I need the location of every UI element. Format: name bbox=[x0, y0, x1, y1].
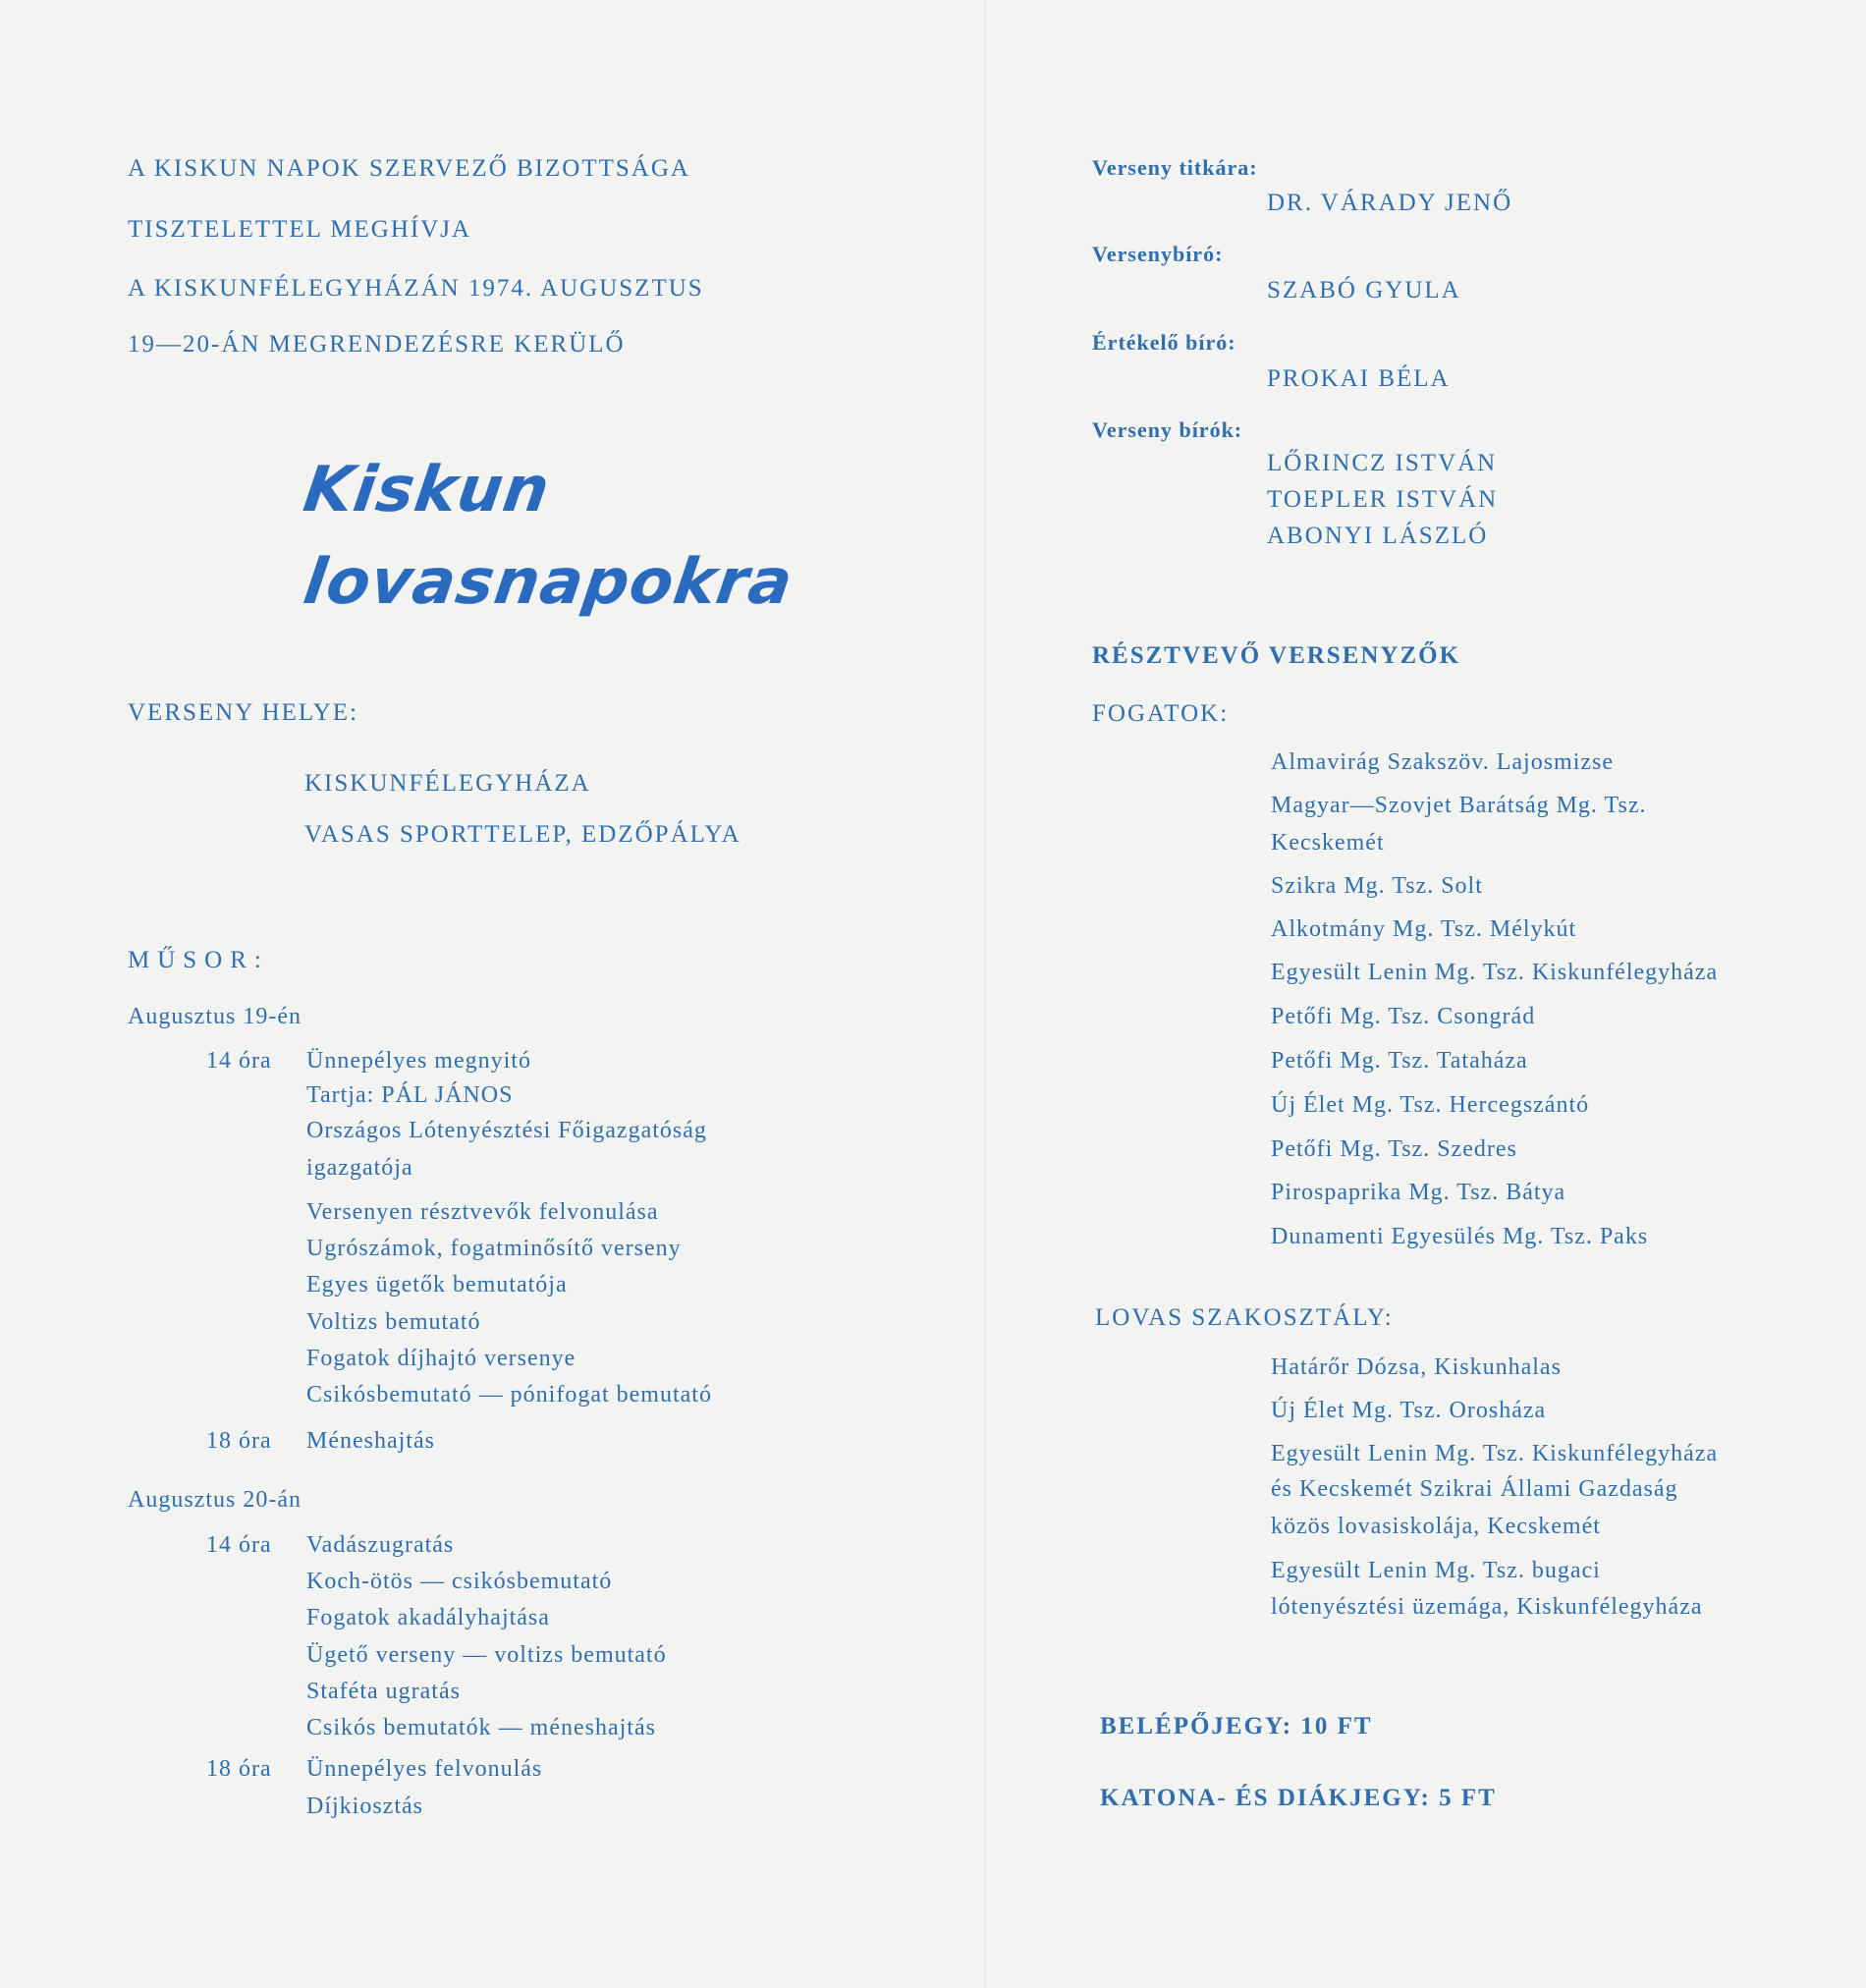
evaluator-label: Értékelő bíró: bbox=[1092, 330, 1236, 355]
secretary-name: DR. VÁRADY JENŐ bbox=[1267, 190, 1513, 216]
program-heading: MŰSOR: bbox=[128, 947, 269, 973]
program-item: Ugrószámok, fogatminősítő verseny bbox=[306, 1236, 682, 1261]
referee-name: SZABÓ GYULA bbox=[1267, 277, 1461, 304]
teams-label: FOGATOK: bbox=[1092, 700, 1230, 727]
team-item: Új Élet Mg. Tsz. Hercegszántó bbox=[1271, 1092, 1590, 1118]
day2-time-1: 14 óra bbox=[206, 1532, 272, 1558]
riding-item: közös lovasiskolája, Kecskemét bbox=[1271, 1514, 1601, 1539]
judge-name: TOEPLER ISTVÁN bbox=[1267, 486, 1499, 513]
invitation-line-2: TISZTELETTEL MEGHÍVJA bbox=[128, 216, 472, 243]
venue-line-1: KISKUNFÉLEGYHÁZA bbox=[304, 770, 591, 797]
team-item: Petőfi Mg. Tsz. Tataháza bbox=[1271, 1048, 1528, 1074]
program-item: Versenyen résztvevők felvonulása bbox=[306, 1199, 659, 1225]
invitation-line-4: 19—20-ÁN MEGRENDEZÉSRE KERÜLŐ bbox=[128, 331, 626, 358]
team-item: Dunamenti Egyesülés Mg. Tsz. Paks bbox=[1271, 1224, 1649, 1249]
referee-label: Versenybíró: bbox=[1092, 242, 1224, 266]
fold-line bbox=[984, 0, 986, 1988]
reduced-ticket-price: KATONA- ÉS DIÁKJEGY: 5 FT bbox=[1100, 1785, 1497, 1811]
riding-label: LOVAS SZAKOSZTÁLY: bbox=[1095, 1304, 1394, 1331]
team-item: Magyar—Szovjet Barátság Mg. Tsz. bbox=[1271, 793, 1647, 818]
day1-time-1: 14 óra bbox=[206, 1048, 272, 1074]
entry-ticket-price: BELÉPŐJEGY: 10 FT bbox=[1100, 1713, 1373, 1740]
program-item: Országos Lótenyésztési Főigazgatóság bbox=[306, 1118, 707, 1143]
riding-item: Határőr Dózsa, Kiskunhalas bbox=[1271, 1354, 1562, 1380]
team-item: Petőfi Mg. Tsz. Szedres bbox=[1271, 1136, 1517, 1162]
evaluator-name: PROKAI BÉLA bbox=[1267, 365, 1451, 392]
program-item: igazgatója bbox=[306, 1155, 413, 1181]
judge-name: ABONYI LÁSZLÓ bbox=[1267, 523, 1489, 549]
team-item: Almavirág Szakszöv. Lajosmizse bbox=[1271, 749, 1615, 775]
judge-name: LŐRINCZ ISTVÁN bbox=[1267, 450, 1498, 476]
program-item: Tartja: PÁL JÁNOS bbox=[306, 1082, 514, 1108]
program-item: Díjkiosztás bbox=[306, 1794, 423, 1819]
program-item: Méneshajtás bbox=[306, 1428, 435, 1454]
day2-date: Augusztus 20-án bbox=[128, 1487, 302, 1513]
team-item: Szikra Mg. Tsz. Solt bbox=[1271, 873, 1483, 899]
event-title-line-2: lovasnapokra bbox=[299, 546, 797, 619]
participants-heading: RÉSZTVEVŐ VERSENYZŐK bbox=[1092, 642, 1461, 669]
riding-item: lótenyésztési üzemága, Kiskunfélegyháza bbox=[1271, 1594, 1703, 1620]
team-item: Alkotmány Mg. Tsz. Mélykút bbox=[1271, 916, 1577, 942]
program-item: Staféta ugratás bbox=[306, 1679, 461, 1704]
day1-date: Augusztus 19-én bbox=[128, 1004, 302, 1029]
program-item: Fogatok díjhajtó versenye bbox=[306, 1346, 576, 1371]
program-item: Csikós bemutatók — méneshajtás bbox=[306, 1715, 656, 1740]
venue-heading: VERSENY HELYE: bbox=[128, 699, 358, 726]
team-item: Petőfi Mg. Tsz. Csongrád bbox=[1271, 1004, 1536, 1029]
invitation-line-1: A KISKUN NAPOK SZERVEZŐ BIZOTTSÁGA bbox=[128, 155, 690, 182]
event-title-line-1: Kiskun bbox=[299, 454, 555, 526]
riding-item: Egyesült Lenin Mg. Tsz. Kiskunfélegyháza bbox=[1271, 1441, 1719, 1466]
team-item: Kecskemét bbox=[1271, 830, 1385, 856]
day1-time-2: 18 óra bbox=[206, 1428, 272, 1454]
program-item: Voltizs bemutató bbox=[306, 1309, 481, 1335]
riding-item: Új Élet Mg. Tsz. Orosháza bbox=[1271, 1398, 1547, 1423]
program-item: Fogatok akadályhajtása bbox=[306, 1605, 550, 1630]
judges-label: Verseny bírók: bbox=[1092, 417, 1243, 442]
team-item: Egyesült Lenin Mg. Tsz. Kiskunfélegyháza bbox=[1271, 960, 1719, 985]
program-item: Ünnepélyes megnyitó bbox=[306, 1048, 531, 1074]
program-item: Csikósbemutató — pónifogat bemutató bbox=[306, 1382, 712, 1408]
riding-item: Egyesült Lenin Mg. Tsz. bugaci bbox=[1271, 1558, 1601, 1583]
program-item: Koch-ötös — csikósbemutató bbox=[306, 1569, 613, 1594]
program-item: Vadászugratás bbox=[306, 1532, 455, 1558]
riding-item: és Kecskemét Szikrai Állami Gazdaság bbox=[1271, 1476, 1678, 1502]
venue-line-2: VASAS SPORTTELEP, EDZŐPÁLYA bbox=[304, 821, 741, 848]
day2-time-2: 18 óra bbox=[206, 1756, 272, 1782]
program-item: Ünnepélyes felvonulás bbox=[306, 1756, 543, 1782]
team-item: Pirospaprika Mg. Tsz. Bátya bbox=[1271, 1180, 1566, 1205]
secretary-label: Verseny titkára: bbox=[1092, 155, 1258, 180]
program-item: Ügető verseny — voltizs bemutató bbox=[306, 1642, 667, 1668]
program-item: Egyes ügetők bemutatója bbox=[306, 1272, 568, 1298]
invitation-line-3: A KISKUNFÉLEGYHÁZÁN 1974. AUGUSZTUS bbox=[128, 275, 704, 302]
